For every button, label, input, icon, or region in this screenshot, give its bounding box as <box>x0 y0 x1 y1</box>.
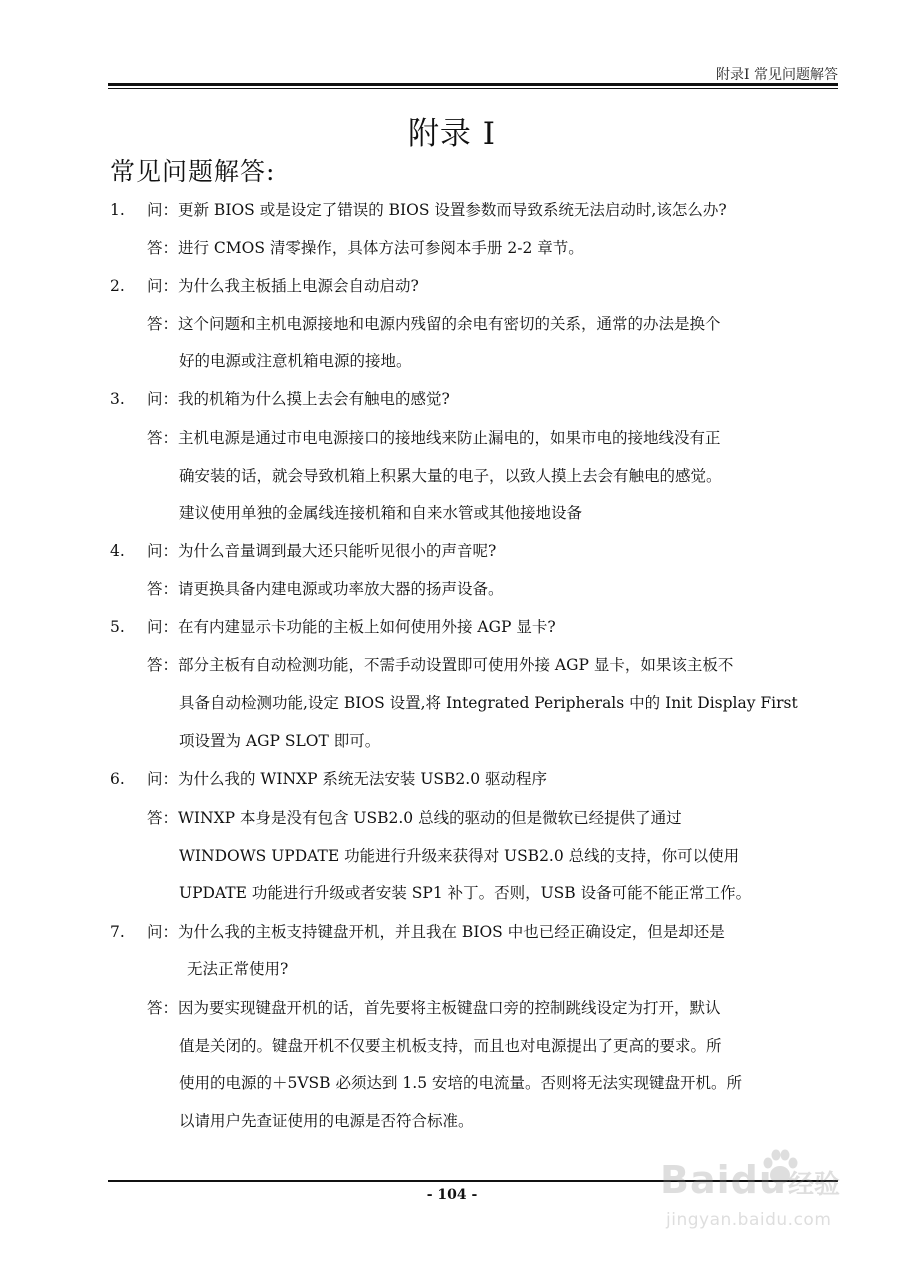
faq-question-line: 问：为什么我的主板支持键盘开机，并且我在 BIOS 中也已经正确设定，但是却还是 <box>147 923 725 941</box>
faq-question-line: 问：在有内建显示卡功能的主板上如何使用外接 AGP 显卡? <box>147 618 556 636</box>
faq-question-line: 问：为什么音量调到最大还只能听见很小的声音呢? <box>147 542 497 560</box>
watermark-url: jingyan.baidu.com <box>666 1210 832 1230</box>
faq-question-line: 无法正常使用? <box>187 960 289 978</box>
faq-answer-line: 使用的电源的＋5VSB 必须达到 1.5 安培的电流量。否则将无法实现键盘开机。所 <box>179 1074 742 1092</box>
faq-answer-line: 答：这个问题和主机电源接地和电源内残留的余电有密切的关系，通常的办法是换个 <box>147 315 721 333</box>
faq-answer-line: 建议使用单独的金属线连接机箱和自来水管或其他接地设备 <box>179 504 583 522</box>
faq-answer-line: 以请用户先查证使用的电源是否符合标准。 <box>179 1112 474 1130</box>
faq-answer-line: 答：主机电源是通过市电电源接口的接地线来防止漏电的，如果市电的接地线没有正 <box>147 429 721 447</box>
running-header: 附录I 常见问题解答 <box>716 67 838 83</box>
faq-number: 6. <box>110 770 125 788</box>
faq-number: 2. <box>110 277 125 295</box>
faq-question-line: 问：为什么我的 WINXP 系统无法安装 USB2.0 驱动程序 <box>147 770 548 788</box>
faq-number: 5. <box>110 618 125 636</box>
faq-answer-line: 答：请更换具备内建电源或功率放大器的扬声设备。 <box>147 580 504 598</box>
faq-answer-line: 答：进行 CMOS 清零操作，具体方法可参阅本手册 2-2 章节。 <box>147 239 584 257</box>
appendix-title: 附录 I <box>407 116 497 152</box>
faq-question-line: 问：为什么我主板插上电源会自动启动? <box>147 277 419 295</box>
faq-answer-line: 具备自动检测功能,设定 BIOS 设置,将 Integrated Peripherals 中的 Init Display First <box>179 694 798 712</box>
baidu-watermark <box>660 1140 860 1240</box>
page-number: - 104 - <box>426 1187 478 1203</box>
faq-answer-line: 好的电源或注意机箱电源的接地。 <box>179 352 412 370</box>
faq-answer-line: UPDATE 功能进行升级或者安装 SP1 补丁。否则，USB 设备可能不能正常工作。 <box>179 884 752 902</box>
faq-answer-line: WINDOWS UPDATE 功能进行升级来获得对 USB2.0 总线的支持，你可以使用 <box>179 847 740 865</box>
header-rule <box>108 83 838 86</box>
faq-answer-line: 项设置为 AGP SLOT 即可。 <box>179 732 381 750</box>
watermark-label: 经验 <box>788 1170 841 1200</box>
faq-answer-line: 答：因为要实现键盘开机的话，首先要将主板键盘口旁的控制跳线设定为打开，默认 <box>147 999 721 1017</box>
faq-number: 3. <box>110 390 125 408</box>
header-rule-thin <box>108 88 838 89</box>
faq-answer-line: 答：部分主板有自动检测功能，不需手动设置即可使用外接 AGP 显卡，如果该主板不 <box>147 656 734 674</box>
faq-number: 7. <box>110 923 125 941</box>
faq-question-line: 问：我的机箱为什么摸上去会有触电的感觉? <box>147 390 450 408</box>
faq-number: 1. <box>110 201 125 219</box>
section-title: 常见问题解答: <box>110 157 276 186</box>
watermark-logo: Baidu <box>660 1158 787 1202</box>
faq-answer-line: 值是关闭的。键盘开机不仅要主机板支持，而且也对电源提出了更高的要求。所 <box>179 1037 722 1055</box>
faq-answer-line: 答：WINXP 本身是没有包含 USB2.0 总线的驱动的但是微软已经提供了通过 <box>147 809 682 827</box>
faq-number: 4. <box>110 542 125 560</box>
faq-question-line: 问：更新 BIOS 或是设定了错误的 BIOS 设置参数而导致系统无法启动时,该怎么办? <box>147 201 727 219</box>
faq-answer-line: 确安装的话，就会导致机箱上积累大量的电子，以致人摸上去会有触电的感觉。 <box>179 467 722 485</box>
